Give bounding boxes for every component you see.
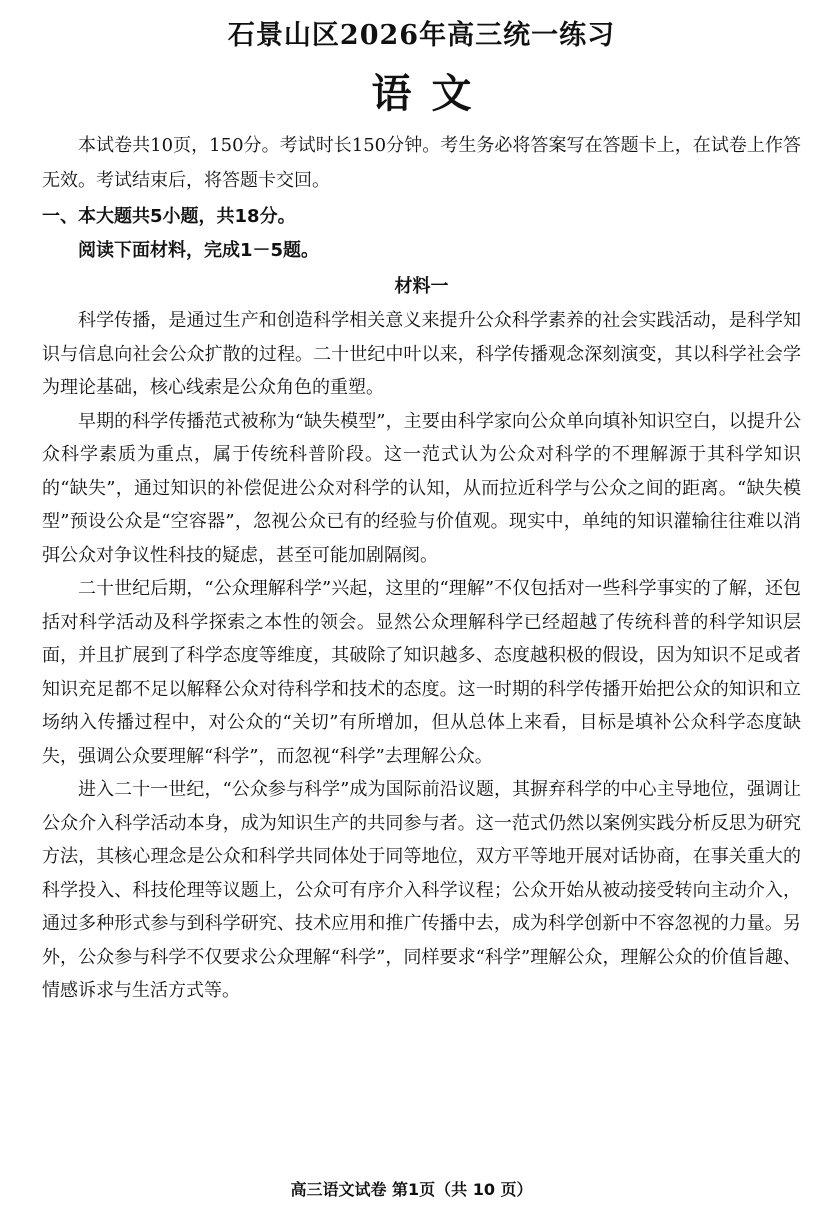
material-title: 材料一 bbox=[394, 276, 449, 297]
subject-title: 语文 bbox=[371, 70, 492, 117]
exam-title: 石景山区2026年高三统一练习 bbox=[227, 20, 616, 51]
exam-instructions: 本试卷共10页，150分。考试时长150分钟。考生务必将答案写在答题卡上，在试卷上作答无效。考试结束后，将答题卡交回。 bbox=[42, 135, 801, 191]
page-footer: 高三语文试卷 第1页（共 10 页） bbox=[290, 1180, 533, 1199]
paragraph-3: 二十世纪后期，“公众理解科学”兴起，这里的“理解”不仅包括对一些科学事实的了解，还包括对科学活动及科学探索之本性的领会。显然公众理解科学已经超越了传统科普的科学知识层面，并且扩展到了科学态度等维度，其破除了知识越多、态度越积极的假设，因为知识不足或者知识充足都不足以解释公众对待科学和技术的态度。这一时期的科学传播开始把公众的知识和立场纳入传播过程中，对公众的“关切”有所增加，但从总体上来看，目标是填补公众科学态度缺失，强调公众要理解“科学”，而忽视“科学”去理解公众。 bbox=[42, 578, 801, 767]
paragraph-2: 早期的科学传播范式被称为“缺失模型”，主要由科学家向公众单向填补知识空白，以提升公众科学素质为重点，属于传统科普阶段。这一范式认为公众对科学的不理解源于其科学知识的“缺失”，通过知识的补偿促进公众对科学的认知，从而拉近科学与公众之间的距离。“缺失模型”预设公众是“空容器”，忽视公众已有的经验与价值观。现实中，单纯的知识灌输往往难以消弭公众对争议性科技的疑虑，甚至可能加剧隔阂。 bbox=[42, 410, 801, 566]
paragraph-1: 科学传播，是通过生产和创造科学相关意义来提升公众科学素养的社会实践活动，是科学知识与信息向社会公众扩散的过程。二十世纪中叶以来，科学传播观念深刻演变，其以科学社会学为理论基础，核心线索是公众角色的重塑。 bbox=[42, 310, 801, 398]
section-heading: 一、本大题共5小题，共18分。 bbox=[42, 206, 296, 227]
reading-instruction: 阅读下面材料，完成1－5题。 bbox=[78, 240, 320, 261]
paragraph-4: 进入二十一世纪，“公众参与科学”成为国际前沿议题，其摒弃科学的中心主导地位，强调让公众介入科学活动本身，成为知识生产的共同参与者。这一范式仍然以案例实践分析反思为研究方法，其核心理念是公众和科学共同体处于同等地位，双方平等地开展对话协商，在事关重大的科学投入、科技伦理等议题上，公众可有序介入科学议程；公众开始从被动接受转向主动介入，通过多种形式参与到科学研究、技术应用和推广传播中去，成为科学创新中不容忽视的力量。另外，公众参与科学不仅要求公众理解“科学”，同样要求“科学”理解公众，理解公众的价值旨趣、情感诉求与生活方式等。 bbox=[42, 779, 801, 1001]
